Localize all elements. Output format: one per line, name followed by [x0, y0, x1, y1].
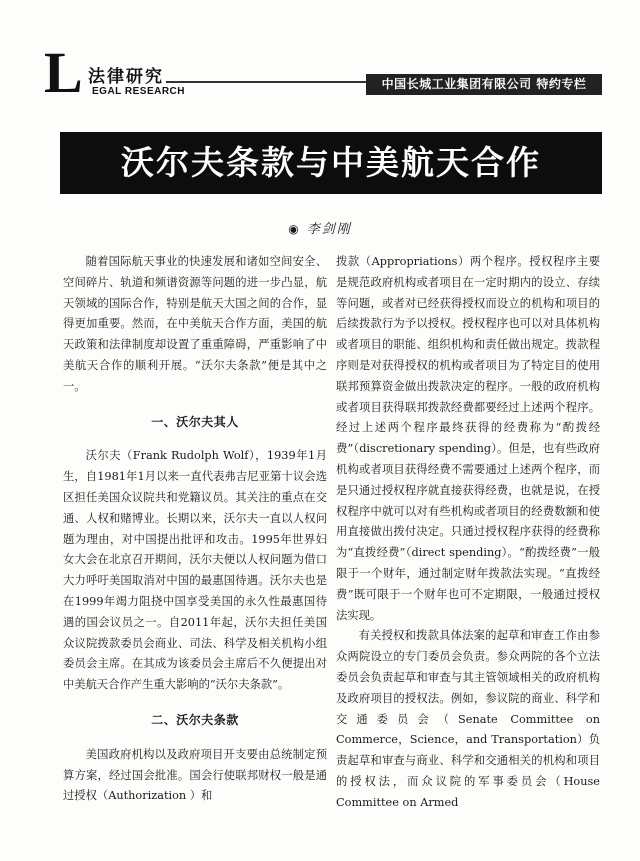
left-column — [63, 252, 327, 807]
section2-paragraph: 美国政府机构以及政府项目开支要由总统制定预算方案，经过国会批准。国会行使联邦财权一般是通过授权（Authorization ）和 — [63, 747, 327, 803]
right-column — [336, 252, 600, 814]
title-banner — [60, 132, 602, 194]
intro-paragraph: 随着国际航天事业的快速发展和诸如空间安全、空间碎片、轨道和频谱资源等问题的进一步凸显，航天领域的国际合作，特别是航天大国之间的合作，显得更加重要。然而，在中美航天合作方面，美国的航天政策和法律制度却设置了重重障碍，严重影响了中美航天合作的顺利开展。“沃尔夫条款”便是其中之一。 — [63, 255, 327, 393]
section-heading-1: 一、沃尔夫其人 — [151, 414, 239, 429]
page-header — [0, 0, 640, 110]
column-label: 中国长城工业集团有限公司 特约专栏 — [366, 74, 602, 95]
logo-chinese: 法律研究 — [88, 67, 164, 87]
section-heading-2: 二、沃尔夫条款 — [151, 712, 239, 727]
article-title: 沃尔夫条款与中美航天合作 — [121, 143, 541, 182]
bullet-icon: ◉ — [288, 222, 301, 236]
committee-paragraph: 有关授权和拨款具体法案的起草和审查工作由参众两院设立的专门委员会负责。参众两院的各个立法委员会负责起草和审查与其主管领域相关的政府机构及政府项目的授权法。例如，参议院的商业、科学和交通委员会（Senate Committee on Commerce，Science，and Transportation）负责起草和审查与商业、科学和交通相关的机构和项目的授权法，而众议院的军事委员会（House Committee on Armed — [336, 629, 600, 809]
section1-paragraph: 沃尔夫（Frank Rudolph Wolf），1939年1月生，自1981年1月以来一直代表弗吉尼亚第十议会选区担任美国众议院共和党籍议员。其关注的重点在交通、人权和赌博业。长期以来，沃尔夫一直以人权问题为理由，对中国提出批评和攻击。1995年世界妇女大会在北京召开期间，沃尔夫便以人权问题为借口大力呼吁美国取消对中国的最惠国待遇。沃尔夫也是在1999年竭力阻挠中国享受美国的永久性最惠国待遇的国会议员之一。自2011年起，沃尔夫担任美国众议院拨款委员会商业、司法、科学及相关机构小组委员会主席。在其成为该委员会主席后不久便提出对中美航天合作产生重大影响的“沃尔夫条款”。 — [63, 449, 327, 692]
continued-paragraph: 拨款（Appropriations）两个程序。授权程序主要是规范政府机构或者项目在一定时期内的设立、存续等问题，或者对已经获得授权而设立的机构和项目的后续拨款行为予以授权。授权程序也可以对具体机构或者项目的职能、组织机构和责任做出规定。拨款程序则是对获得授权的机构或者项目为了特定目的使用联邦预算资金做出拨款决定的程序。一般的政府机构或者项目获得联邦拨款经费都要经过上述两个程序。经过上述两个程序最终获得的经费称为“酌拨经费”（discretionary spending）。但是，也有些政府机构或者项目获得经费不需要通过上述两个程序，而是只通过授权程序就直接获得经费，也就是说，在授权程序中就可以对有些机构或者项目的经费数额和使用直接做出拨付决定。只通过授权程序获得的经费称为“直拨经费”（direct spending）。“酌拨经费”一般限于一个财年，通过制定财年拨款法实现。“直拨经费”既可限于一个财年也可不定期限，一般通过授权法实现。 — [336, 255, 600, 622]
logo-english: EGAL RESEARCH — [92, 86, 185, 97]
author-name: 李剑刚 — [306, 222, 352, 237]
logo-letter: L — [44, 40, 83, 105]
header-divider — [166, 81, 366, 83]
author-line — [0, 218, 640, 237]
